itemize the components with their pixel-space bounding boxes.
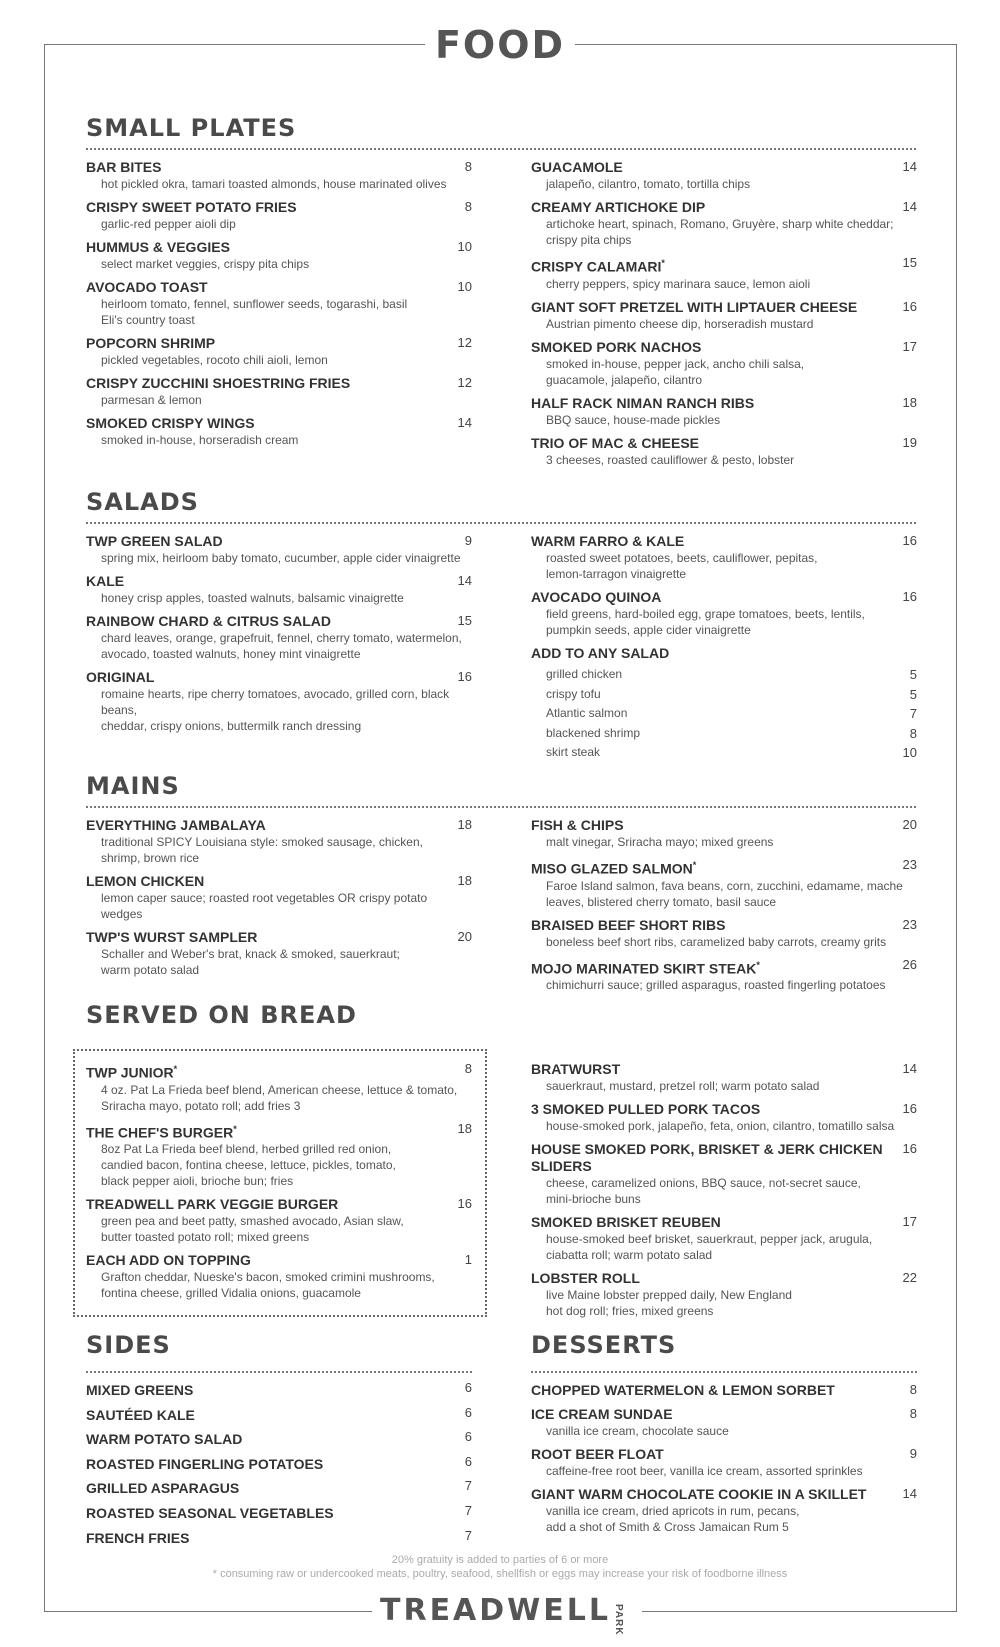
raw-food-asterisk: * [661, 258, 665, 268]
menu-item [86, 335, 472, 368]
menu-item-price: 16 [902, 1101, 917, 1116]
menu-item-name: MIXED GREENS [86, 1382, 194, 1398]
menu-item-price: 6 [464, 1380, 472, 1395]
menu-item-name [86, 1196, 472, 1213]
add-on-name: skirt steak [546, 745, 601, 759]
menu-item-name [86, 1121, 472, 1142]
menu-item-description: Austrian pimento cheese dip, horseradish mustard [546, 316, 814, 331]
menu-item [86, 613, 472, 662]
menu-item [86, 199, 472, 232]
menu-item [531, 339, 917, 388]
menu-item-description: parmesan & lemon [101, 393, 202, 407]
menu-item-price: 14 [902, 1486, 917, 1501]
menu-item-name-text: POPCORN SHRIMP [86, 335, 216, 351]
menu-item-price: 6 [464, 1429, 472, 1445]
menu-item-description: field greens, hard-boiled egg, grape tomatoes, beets, lentils, [546, 607, 865, 621]
menu-item-description: mini-brioche buns [546, 1192, 641, 1206]
menu-item-price: 17 [902, 1214, 917, 1229]
brand-logo: TREADWELL [380, 1593, 611, 1628]
menu-item-price: 9 [909, 1446, 917, 1461]
menu-item [531, 1406, 917, 1439]
menu-item-name [531, 1486, 917, 1503]
raw-food-asterisk: * [173, 1064, 178, 1074]
bread-right-column [531, 1061, 917, 1326]
menu-item-description: 3 cheeses, roasted cauliflower & pesto, lobster [546, 452, 795, 467]
menu-item-description: guacamole, jalapeño, cilantro [546, 372, 703, 387]
menu-item [86, 1380, 472, 1405]
raw-food-asterisk: * [233, 1123, 237, 1134]
menu-item-price: 8 [464, 159, 472, 174]
menu-item-name: ROASTED FINGERLING POTATOES [86, 1455, 324, 1472]
menu-item [86, 573, 472, 606]
menu-item-description: fontina cheese, grilled Vidalia onions, guacamole [101, 1286, 361, 1301]
menu-item-name-text: CRISPY ZUCCHINI SHOESTRING FRIES [86, 375, 351, 391]
menu-item-description: cheese, caramelized onions, BBQ sauce, not-secret sauce, [546, 1176, 861, 1190]
menu-item-description: butter toasted potato roll; mixed greens [101, 1230, 310, 1245]
menu-item-name [531, 1382, 917, 1399]
menu-item [531, 917, 917, 950]
section-title-desserts: DESSERTS [531, 1331, 677, 1359]
menu-item-name [86, 817, 472, 834]
menu-item-price: 8 [909, 1382, 917, 1397]
menu-item [531, 533, 917, 582]
menu-item [86, 159, 472, 192]
menu-item-price: 12 [457, 375, 472, 390]
menu-item-name-text: BAR BITES [86, 159, 162, 175]
menu-item-name-text: EVERYTHING JAMBALAYA [86, 817, 266, 833]
menu-item-price: 10 [457, 239, 472, 254]
salads-left-column [86, 533, 472, 741]
salad-add-on [546, 724, 917, 744]
salad-add-on [546, 704, 917, 724]
menu-item-name [86, 335, 472, 352]
section-title-served-on-bread: SERVED ON BREAD [86, 1001, 357, 1029]
menu-item-description: cherry peppers, spicy marinara sauce, lemon aioli [546, 276, 811, 291]
menu-item [531, 589, 917, 638]
menu-item-name-text: CREAMY ARTICHOKE DIP [531, 199, 706, 215]
menu-item-name [531, 159, 917, 176]
menu-item-description: warm potato salad [101, 963, 200, 977]
menu-item-name [531, 1141, 917, 1175]
menu-item-price: 15 [457, 613, 472, 628]
menu-item-name [86, 873, 472, 890]
section-divider [531, 1371, 917, 1373]
menu-item-description: Schaller and Weber's brat, knack & smoked, sauerkraut; [101, 947, 400, 961]
menu-item-name: SAUTÉED KALE [86, 1406, 195, 1423]
menu-item-name-text: GIANT SOFT PRETZEL WITH LIPTAUER CHEESE [531, 298, 858, 315]
menu-item-price: 23 [902, 916, 917, 932]
menu-item-price: 8 [464, 1061, 472, 1076]
menu-item-name [86, 929, 472, 946]
raw-food-asterisk: * [692, 860, 697, 870]
menu-item-description: avocado, toasted walnuts, honey mint vinaigrette [101, 647, 361, 661]
menu-item-price: 7 [464, 1502, 472, 1518]
menu-item-name-text: TWP GREEN SALAD [86, 533, 223, 549]
menu-item [86, 1405, 472, 1430]
menu-item-name [86, 669, 472, 686]
menu-item [531, 857, 917, 910]
food-safety-warning: * consuming raw or undercooked meats, poultry, seafood, shellfish or eggs may increase your risk of foodborne illness [212, 1568, 788, 1580]
menu-item-price: 9 [464, 533, 472, 548]
brand-sub-logo: PARK [613, 1604, 624, 1636]
menu-item-name: GRILLED ASPARAGUS [86, 1480, 240, 1497]
menu-item-description: jalapeño, cilantro, tomato, tortilla chips [546, 177, 751, 191]
bread-left-column [86, 1061, 472, 1308]
section-title-salads: SALADS [86, 488, 199, 516]
menu-item-description: honey crisp apples, toasted walnuts, balsamic vinaigrette [101, 591, 404, 605]
menu-item [531, 1486, 917, 1535]
menu-item [86, 873, 472, 922]
menu-item-description: garlic-red pepper aioli dip [101, 217, 236, 231]
menu-item-description: chimichurri sauce; grilled asparagus, roasted fingerling potatoes [546, 978, 886, 993]
menu-item-name [531, 339, 917, 356]
menu-item-price: 14 [902, 1061, 917, 1076]
menu-item-name-text: TWP'S WURST SAMPLER [86, 929, 258, 945]
menu-item [86, 817, 472, 866]
menu-item-description: Eli's country toast [101, 313, 195, 327]
menu-item-price: 1 [464, 1252, 472, 1268]
menu-item [86, 239, 472, 272]
menu-item [531, 957, 917, 994]
menu-item-name [86, 239, 472, 256]
menu-item-name: ROASTED SEASONAL VEGETABLES [86, 1504, 334, 1521]
menu-item-description: shrimp, brown rice [101, 851, 200, 865]
menu-item [531, 1382, 917, 1399]
add-on-name: blackened shrimp [546, 725, 641, 740]
menu-item-description: BBQ sauce, house-made pickles [546, 412, 721, 427]
menu-item-description: sauerkraut, mustard, pretzel roll; warm potato salad [546, 1079, 820, 1093]
menu-item-name [531, 1406, 917, 1423]
menu-item-name-text: CHOPPED WATERMELON & LEMON SORBET [531, 1382, 835, 1398]
menu-item-description: Sriracha mayo, potato roll; add fries 3 [101, 1098, 301, 1113]
menu-item [86, 1252, 472, 1301]
menu-item-name-text: KALE [86, 573, 125, 589]
menu-item-price: 22 [902, 1270, 917, 1285]
menu-item-description: spring mix, heirloom baby tomato, cucumber, apple cider vinaigrette [101, 551, 461, 565]
menu-item-name-text: BRAISED BEEF SHORT RIBS [531, 916, 726, 933]
desserts-list [531, 1382, 917, 1542]
menu-item-price: 14 [457, 573, 472, 588]
menu-item-name [86, 1252, 472, 1269]
menu-item [531, 435, 917, 468]
menu-item-description: hot pickled okra, tamari toasted almonds, house marinated olives [101, 177, 447, 191]
menu-item-description: Faroe Island salmon, fava beans, corn, zucchini, edamame, mache [546, 878, 903, 893]
menu-item-price: 19 [902, 434, 917, 450]
menu-item-description: lemon caper sauce; roasted root vegetables OR crispy potato wedges [101, 891, 428, 921]
add-on-price: 10 [902, 745, 917, 760]
menu-item-name [531, 1214, 917, 1231]
add-on-name: crispy tofu [546, 686, 601, 701]
menu-item-name-text: LEMON CHICKEN [86, 873, 205, 889]
menu-item-name-text: WARM FARRO & KALE [531, 533, 685, 549]
raw-food-asterisk: * [756, 959, 760, 970]
menu-item-name [86, 415, 472, 432]
menu-item-name-text: TREADWELL PARK VEGGIE BURGER [86, 1196, 339, 1213]
menu-item [531, 1101, 917, 1134]
menu-item-name [531, 395, 917, 412]
menu-item [531, 255, 917, 292]
menu-item-price: 23 [902, 857, 917, 872]
menu-item-price: 16 [457, 1196, 472, 1212]
menu-item [531, 1141, 917, 1207]
section-divider [86, 1371, 472, 1373]
menu-item-name-text: AVOCADO QUINOA [531, 589, 662, 605]
menu-item [531, 1061, 917, 1094]
section-divider [86, 522, 916, 524]
menu-item-name [86, 199, 472, 216]
menu-item-price: 20 [902, 817, 917, 832]
menu-item-price: 16 [457, 669, 472, 684]
menu-item-description: 4 oz. Pat La Frieda beef blend, American cheese, lettuce & tomato, [101, 1082, 458, 1097]
menu-item [86, 669, 472, 734]
menu-item [86, 375, 472, 408]
add-on-name: Atlantic salmon [546, 706, 628, 720]
menu-item-description: vanilla ice cream, chocolate sauce [546, 1424, 729, 1438]
menu-item-price: 16 [902, 298, 917, 314]
menu-item-description: vanilla ice cream, dried apricots in rum, pecans, [546, 1504, 800, 1518]
menu-item-description: leaves, blistered cherry tomato, basil sauce [546, 894, 777, 909]
menu-item-description: select market veggies, crispy pita chips [101, 257, 310, 271]
menu-item-price: 16 [902, 533, 917, 548]
menu-item [86, 415, 472, 448]
menu-item-name-text: EACH ADD ON TOPPING [86, 1252, 251, 1269]
menu-item [531, 395, 917, 428]
menu-item-description: Grafton cheddar, Nueske's bacon, smoked crimini mushrooms, [101, 1270, 435, 1285]
title-block [425, 20, 575, 70]
menu-item-name: FRENCH FRIES [86, 1529, 190, 1546]
menu-item-name-text: MOJO MARINATED SKIRT STEAK [531, 960, 757, 977]
menu-item-price: 6 [464, 1453, 472, 1469]
menu-item-name [531, 255, 917, 276]
menu-item-name [86, 279, 472, 296]
menu-item-price: 16 [902, 589, 917, 604]
salad-add-on [546, 665, 917, 685]
menu-item-name [531, 957, 917, 978]
menu-item-name-text: 3 SMOKED PULLED PORK TACOS [531, 1101, 761, 1117]
menu-item-price: 12 [457, 335, 472, 350]
menu-item [86, 1121, 472, 1190]
menu-item-price: 6 [464, 1404, 472, 1420]
menu-item-price: 14 [457, 415, 472, 430]
add-on-price: 5 [909, 667, 917, 682]
section-divider [86, 806, 916, 808]
menu-item-price: 14 [902, 199, 917, 214]
menu-item-name [86, 375, 472, 392]
menu-item-description: hot dog roll; fries, mixed greens [546, 1304, 714, 1318]
menu-item-price: 18 [902, 394, 917, 410]
mains-left-column [86, 817, 472, 985]
menu-item-name-text: ORIGINAL [86, 669, 155, 685]
menu-item-name: WARM POTATO SALAD [86, 1431, 243, 1448]
section-title-mains: MAINS [86, 772, 180, 800]
menu-item-name-text: GUACAMOLE [531, 159, 623, 175]
menu-item-name-text: RAINBOW CHARD & CITRUS SALAD [86, 613, 331, 629]
menu-item-name [531, 917, 917, 934]
menu-item-description: black pepper aioli, brioche bun; fries [101, 1174, 294, 1189]
menu-item-name-text: LOBSTER ROLL [531, 1270, 640, 1286]
menu-item-price: 8 [909, 1406, 917, 1421]
menu-item-name-text: HOUSE SMOKED PORK, BRISKET & JERK CHICKEN SLIDERS [531, 1141, 883, 1174]
salad-add-on [546, 685, 917, 705]
menu-item-description: ciabatta roll; warm potato salad [546, 1248, 713, 1262]
menu-item [86, 1061, 472, 1114]
menu-item-description: pumpkin seeds, apple cider vinaigrette [546, 623, 751, 637]
menu-item-price: 16 [902, 1141, 917, 1156]
menu-item-description: artichoke heart, spinach, Romano, Gruyère, sharp white cheddar; [546, 217, 894, 231]
menu-item-name-text: SMOKED BRISKET REUBEN [531, 1214, 721, 1230]
menu-item-name-text: SMOKED PORK NACHOS [531, 338, 702, 355]
menu-item-name-text: ICE CREAM SUNDAE [531, 1406, 673, 1422]
small-plates-left-column [86, 159, 472, 455]
menu-item-description: smoked in-house, horseradish cream [101, 433, 299, 447]
sides-list [86, 1380, 472, 1552]
menu-item-name-text: BRATWURST [531, 1061, 621, 1077]
menu-item-price: 17 [902, 338, 917, 354]
menu-item-name-text: HUMMUS & VEGGIES [86, 239, 230, 255]
menu-item [86, 533, 472, 566]
menu-item-description: caffeine-free root beer, vanilla ice cream, assorted sprinkles [546, 1464, 863, 1478]
section-divider [86, 148, 916, 150]
menu-item-name [86, 159, 472, 176]
menu-item [531, 159, 917, 192]
menu-item-name-text: GIANT WARM CHOCOLATE COOKIE IN A SKILLET [531, 1486, 867, 1502]
menu-item-name [531, 299, 917, 316]
menu-item-name [531, 817, 917, 834]
menu-item-name [531, 1270, 917, 1287]
menu-item-description: heirloom tomato, fennel, sunflower seeds, togarashi, basil [101, 297, 408, 311]
small-plates-right-column [531, 159, 917, 475]
menu-item-name-text: SMOKED CRISPY WINGS [86, 415, 255, 431]
menu-item-name-text: AVOCADO TOAST [86, 279, 208, 295]
section-title-sides: SIDES [86, 1331, 171, 1359]
menu-item-name [531, 1446, 917, 1463]
page-title: FOOD [434, 23, 566, 67]
menu-item-name-text: MISO GLAZED SALMON [531, 860, 693, 877]
menu-item [86, 1528, 472, 1553]
section-title-small-plates: SMALL PLATES [86, 114, 297, 142]
menu-item-description: candied bacon, fontina cheese, lettuce, pickles, tomato, [101, 1158, 396, 1173]
mains-right-column [531, 817, 917, 1000]
menu-item-description: house-smoked pork, jalapeño, feta, onion, cilantro, tomatillo salsa [546, 1119, 895, 1133]
menu-item [86, 1478, 472, 1503]
menu-item [531, 1214, 917, 1263]
menu-item-name [531, 199, 917, 216]
menu-item-description: add a shot of Smith & Cross Jamaican Rum 5 [546, 1520, 789, 1534]
menu-item-name-text: HALF RACK NIMAN RANCH RIBS [531, 394, 755, 411]
menu-item-name [531, 1061, 917, 1078]
menu-item-description: live Maine lobster prepped daily, New England [546, 1288, 792, 1302]
menu-item-name-text: TRIO OF MAC & CHEESE [531, 434, 700, 451]
menu-item-description: 8oz Pat La Frieda beef blend, herbed grilled red onion, [101, 1142, 392, 1157]
menu-item-description: chard leaves, orange, grapefruit, fennel, cherry tomato, watermelon, [101, 631, 462, 645]
menu-item-price: 26 [902, 956, 917, 972]
menu-item [531, 1446, 917, 1479]
menu-item-price: 18 [457, 817, 472, 832]
menu-item-price: 20 [457, 929, 472, 944]
menu-item-description: malt vinegar, Sriracha mayo; mixed greens [546, 835, 774, 849]
menu-item [86, 1429, 472, 1454]
menu-item [86, 1503, 472, 1528]
menu-item-name-text: THE CHEF'S BURGER [86, 1124, 234, 1141]
menu-item-name [86, 573, 472, 590]
menu-item [86, 1454, 472, 1479]
add-on-price: 8 [909, 725, 917, 741]
menu-item-name [86, 533, 472, 550]
menu-item [531, 199, 917, 248]
menu-item-price: 15 [902, 255, 917, 270]
menu-item-name [531, 533, 917, 550]
menu-item-description: cheddar, crispy onions, buttermilk ranch dressing [101, 719, 362, 733]
menu-item-price: 7 [464, 1527, 472, 1543]
salads-right-column [531, 533, 917, 763]
menu-item-name [531, 435, 917, 452]
menu-item-description: green pea and beet patty, smashed avocado, Asian slaw, [101, 1214, 404, 1229]
menu-item-price: 18 [457, 873, 472, 888]
menu-item-price: 14 [902, 159, 917, 174]
menu-item-price: 8 [464, 199, 472, 214]
menu-item-price: 7 [464, 1478, 472, 1494]
menu-item-name-text: CRISPY SWEET POTATO FRIES [86, 199, 297, 215]
menu-item-name-text: FISH & CHIPS [531, 817, 624, 833]
menu-item-name [531, 589, 917, 606]
add-on-price: 7 [909, 706, 917, 721]
menu-item-name [531, 857, 917, 878]
gratuity-note: 20% gratuity is added to parties of 6 or more [391, 1554, 609, 1566]
menu-item-name-text: CRISPY CALAMARI [531, 258, 662, 275]
menu-item-description: boneless beef short ribs, caramelized baby carrots, creamy grits [546, 934, 887, 949]
menu-item-name [86, 613, 472, 630]
menu-item [531, 299, 917, 332]
menu-item-description: smoked in-house, pepper jack, ancho chili salsa, [546, 356, 805, 371]
menu-item-price: 18 [457, 1120, 472, 1136]
menu-item-description: pickled vegetables, rocoto chili aioli, lemon [101, 353, 328, 367]
menu-item-description: traditional SPICY Louisiana style: smoked sausage, chicken, [101, 835, 423, 849]
add-on-price: 5 [909, 686, 917, 702]
menu-item-name [531, 1101, 917, 1118]
menu-item [86, 929, 472, 978]
menu-item-name [86, 1061, 472, 1082]
menu-item-name-text: TWP JUNIOR [86, 1064, 174, 1081]
menu-item [86, 1196, 472, 1245]
menu-item-description: lemon-tarragon vinaigrette [546, 567, 687, 581]
menu-item [86, 279, 472, 328]
menu-item-name-text: ROOT BEER FLOAT [531, 1446, 664, 1462]
menu-item [531, 817, 917, 850]
menu-item-description: romaine hearts, ripe cherry tomatoes, avocado, grilled corn, black beans, [101, 687, 450, 717]
menu-item-description: crispy pita chips [546, 233, 632, 247]
add-to-salad-title: ADD TO ANY SALAD [531, 645, 670, 661]
menu-item-description: roasted sweet potatoes, beets, cauliflower, pepitas, [546, 551, 818, 565]
salad-add-on [546, 743, 917, 763]
menu-item-description: house-smoked beef brisket, sauerkraut, pepper jack, arugula, [546, 1232, 873, 1246]
menu-item-price: 10 [457, 279, 472, 294]
menu-item [531, 1270, 917, 1319]
add-on-name: grilled chicken [546, 667, 623, 681]
